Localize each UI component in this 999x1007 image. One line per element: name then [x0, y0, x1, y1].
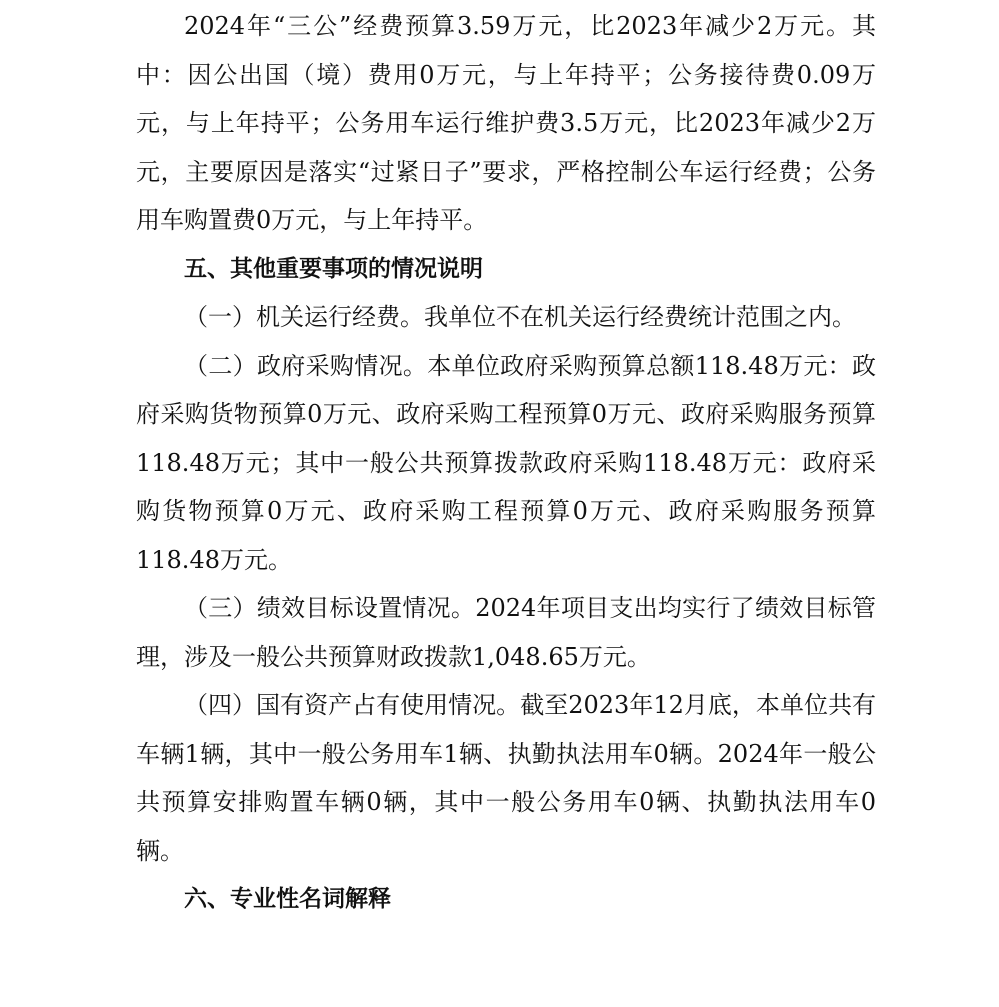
performance-goals-body: 2024年项目支出均实行了绩效目标管理，涉及一般公共预算财政拨款1,048.65万元。	[136, 594, 877, 671]
section-five-heading: 五、其他重要事项的情况说明	[184, 255, 483, 282]
operating-expenses-paragraph	[136, 293, 876, 342]
state-assets-paragraph	[136, 681, 876, 875]
operating-expenses-lead: （一）机关运行经费。	[184, 303, 424, 331]
operating-expenses-body: 我单位不在机关运行经费统计范围之内。	[424, 303, 856, 331]
document-page	[136, 2, 876, 924]
procurement-body: 本单位政府采购预算总额118.48万元：政府采购货物预算0万元、政府采购工程预算0万元、政府采购服务预算118.48万元；其中一般公共预算拨款政府采购118.48万元：政府采购货物预算0万元、政府采购工程预算0万元、政府采购服务预算118.48万元。	[136, 351, 877, 574]
section-six-heading: 六、专业性名词解释	[184, 886, 391, 912]
three-public-expenses-paragraph: 2024年“三公”经费预算3.59万元，比2023年减少2万元。其中：因公出国（境）费用0万元，与上年持平；公务接待费0.09万元，与上年持平；公务用车运行维护费3.5万元，比2023年减少2万元，主要原因是落实“过紧日子”要求，严格控制公车运行经费；公务用车购置费0万元，与上年持平。	[136, 12, 876, 234]
performance-goals-lead: （三）绩效目标设置情况。	[184, 594, 476, 622]
state-assets-body: 截至2023年12月底，本单位共有车辆1辆，其中一般公务用车1辆、执勤执法用车0辆。2024年一般公共预算安排购置车辆0辆，其中一般公务用车0辆、执勤执法用车0辆。	[136, 691, 876, 865]
state-assets-lead: （四）国有资产占有使用情况。	[184, 691, 521, 719]
procurement-paragraph	[136, 342, 876, 585]
procurement-lead: （二）政府采购情况。	[184, 351, 428, 380]
performance-goals-paragraph	[136, 584, 876, 681]
